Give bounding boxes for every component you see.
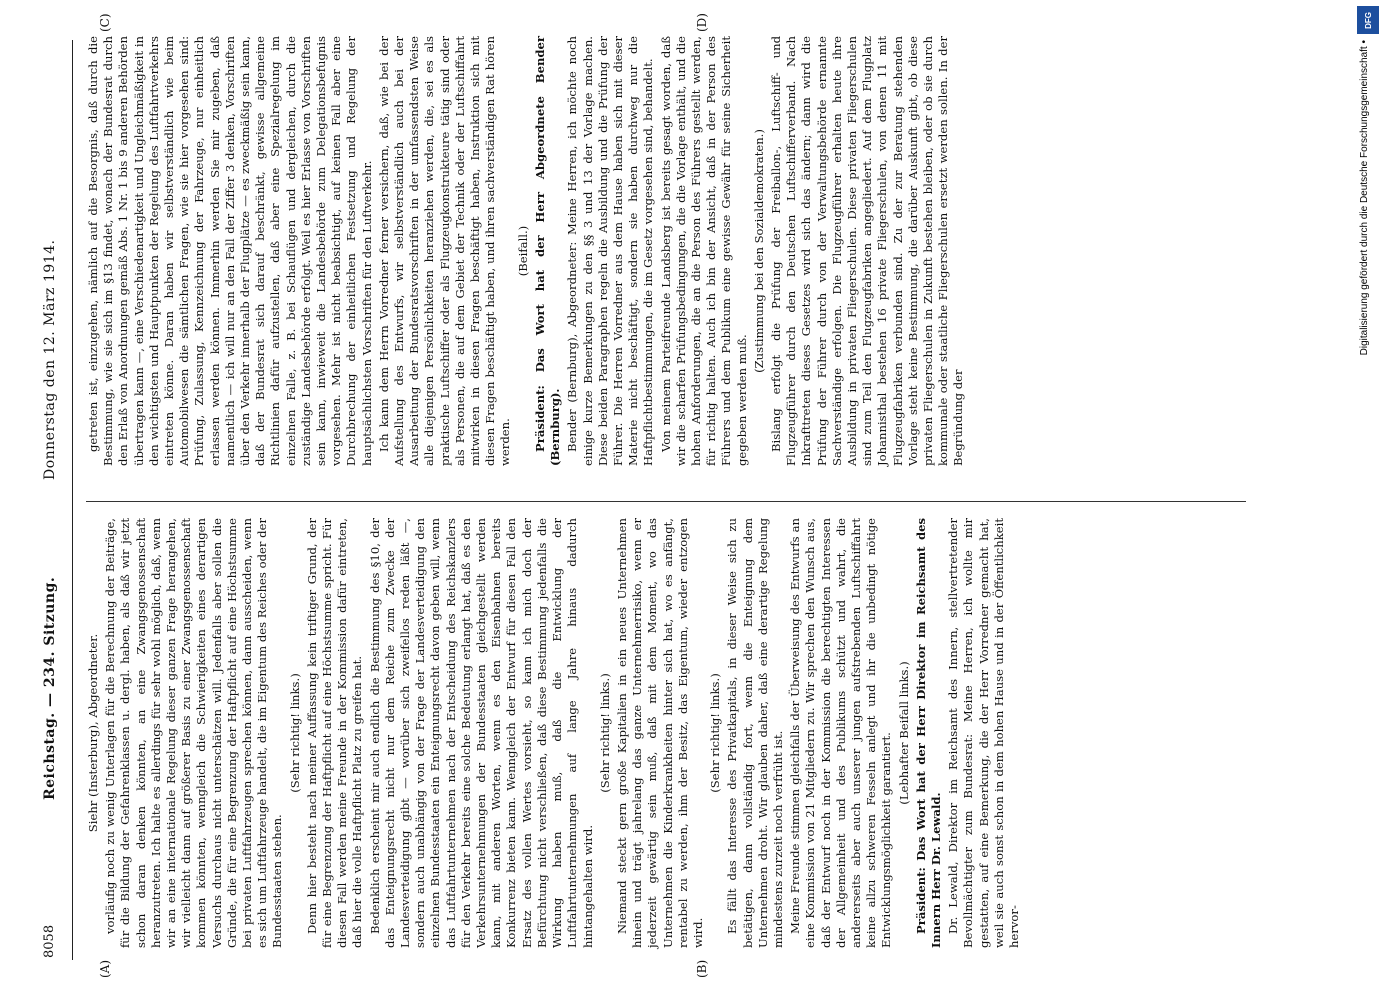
paragraph: getreten ist, einzugehen, nämlich auf die Besorgnis, daß durch die Bestimmung, wie sie sich im §13 findet, wonach der Bundesrat durch den Erlaß von Anordnungen gemäß Abs. 1 Nr. 1 bis 9 anderen Behörden übertragen kann —, eine Verschiedenartigkeit und Ungleichmäßigkeit in den wichtigsten und Hauptpunkten der Regelung des Luftfahrtverkehrs eintreten könne. Daran haben wir selbstverständlich wie beim Automobilwesen die sämtlichen Fragen, wie sie hier vorgesehen sind: Prüfung, Zulassung, Kennzeichnung der Fahrzeuge, nur einheitlich erlassen werden können. Immerhin werden Sie mir zugeben, daß namentlich — ich will nur an den Fall der Ziffer 3 denken, Vorschriften über den Verkehr innerhalb der Flugplätze — es zweckmäßig sein kann, daß der Bundesrat sich darauf beschränkt, gewisse allgemeine Richtlinien dafür aufzustellen, daß aber eine Spezialregelung im einzelnen Falle, z. B. bei Schauflügen und dergleichen, durch die zuständige Landesbehörde erfolgt. Weil es hier Erlasse von Vorschriften sein kann, inwieweit die Landesbehörde zum Delegationsbefugnis vorgesehen. Mehr ist nicht beabsichtigt, auf keinen Fall aber eine Durchbrechung der einheitlichen Festsetzung und Regelung der hauptsächlichsten Vorschriften für den Luftverkehr. [86,36,374,466]
paragraph: vorläufig noch zu wenig Unterlagen für die Berechnung der Beiträge, für die Bildung der Gefahrenklassen u. dergl. haben, als daß wir jetzt schon daran denken könnten, an eine Zwangsgenossenschaft heranzutreten. Ich halte es allerdings für sehr wohl möglich, daß, wenn wir an eine internationale Regelung dieser ganzen Frage herangehen, wir vielleicht dann auf größerer Basis zu einer Zwangsgenossenschaft kommen könnten, wenngleich die Schwierigkeiten eines derartigen Versuchs durchaus nicht unterschätzen will. Jedenfalls aber sollen die Gründe, die für eine Begrenzung der Haftpflicht auf eine Höchstsumme bei privaten Luftfahrzeugen sprechen können, dann ausscheiden, wenn es sich um Luftfahrzeuge handelt, die im Eigentum des Reiches oder der Bundesstaaten stehen. [103,518,285,948]
reaction: (Sehr richtig! links.) [287,673,302,793]
paragraph: Bislang erfolgt die Prüfung der Freiballon-, Luftschiff- und Flugzeugführer durch den Deutschen Luftschifferverband. Nach Inkrafttreten dieses Gesetzes wird sich das ändern; dann wird die Prüfung der Führer durch von der Verwaltungsbehörde ernannte Sachverständige erfolgen. Die Flugzeugführer erhalten heute ihre Ausbildung in privaten Fliegerschulen. Diese privaten Fliegerschulen sind zum Teil den Flugzeugfabriken angegliedert. Auf dem Flugplatz Johannisthal bestehen 16 private Fliegerschulen, von denen 11 mit Flugzeugfabriken verbunden sind. Zu der zur Beratung stehenden Vorlage steht keine Bestimmung, die darüber Auskunft gibt, ob diese privaten Fliegerschulen in Zukunft bestehen bleiben, oder ob sie durch kommunale oder staatliche Fliegerschulen ersetzt werden sollen. In der Begründung der [768,36,966,466]
margin-marker-a: (A) [98,959,112,978]
paragraph: Von meinem Parteifreunde Landsberg ist bereits gesagt worden, daß wir die scharfen Prüfungsbedingungen, die die Vorlage enthält, und die hohen Anforderungen, die an die Person des Führers gestellt werden, für richtig halten. Auch ich bin der Ansicht, daß in der Person des Führers und dem Publikum eine gewisse Gewähr für seine Sicherheit gegeben werden muß. [658,36,749,466]
margin-marker-d: (D) [695,13,709,32]
paragraph: Bedenklich erscheint mir auch endlich die Bestimmung des §10, der das Enteignungsrecht nicht nur dem Reiche zum Zwecke der Landesverteidigung gibt — worüber sich zweifellos reden läßt —, sondern auch unabhängig von der Frage der Landesverteidigung den einzelnen Bundesstaaten ein Enteignungsrecht davon geben will, wenn das Luftfahrtunternehmen nach der Entscheidung des Reichskanzlers für den Verkehr bereits eine solche Bedeutung erlangt hat, daß es den Verkehrsunternehmungen der Bundesstaaten gleichgestellt werden kann, mit anderen Worten, wenn es den Eisenbahnen bereits Konkurrenz bieten kann. Wenngleich der Entwurf für diesen Fall den Ersatz des vollen Wertes vorsieht, so kann ich mich doch der Befürchtung nicht verschließen, daß diese Bestimmung jedenfalls die Wirkung haben muß, daß die Entwicklung der Luftfahrtunternehmungen auf lange Jahre hinaus dadurch hintangehalten wird. [367,518,595,948]
reaction: (Lebhafter Beifall links.) [896,661,911,805]
paragraph: Niemand steckt gern große Kapitalien in ein neues Unternehmen hinein und trägt jahrelang das ganze Unternehmerrisiko, wenn er jederzeit gewärtig sein muß, daß mit dem Moment, wo das Unternehmen die Kinderkrankheiten hinter sich hat, wo es anfängt, rentabel zu werden, ihm der Besitz, das Eigentum, wieder entzogen wird. [614,518,705,948]
paragraph: Bender (Bernburg), Abgeordneter: Meine Herren, ich möchte noch einige kurze Bemerkungen zu den §§ 3 und 13 der Vorlage machen. Diese beiden Paragraphen regeln die Ausbildung und die Prüfung der Führer. Die Herren Vorredner aus dem Hause haben sich mit dieser Materie nicht beschäftigt, sondern sie haben durchweg nur die Haftpflichtbestimmungen, die im Gesetz vorgesehen sind, behandelt. [565,36,656,466]
text-column-left [86,518,1024,948]
paragraph: Meine Freunde stimmen gleichfalls der Überweisung des Entwurfs an eine Kommission von 21 Mitgliedern zu. Wir sprechen den Wunsch aus, daß der Entwurf noch in der Kommission die berechtigten Interessen der Allgemeinheit und des Publikums schützt und wahrt, die andererseits aber auch unserer jungen aufstrebenden Luftschiffahrt keine allzu schweren Fesseln anlegt und ihr die unbedingt nötige Entwicklungsmöglichkeit garantiert. [788,518,894,948]
speaker-line: Siehr (Insterburg), Abgeordneter. [86,633,100,833]
digitization-credit [1353,0,1383,1000]
paragraph: Denn hier besteht nach meiner Auffassung kein triftiger Grund, der für eine Begrenzung der Haftpflicht auf eine Höchstsumme spricht. Für diesen Fall werden meine Freunde in der Kommission dafür eintreten, daß hier die volle Haftpflicht Platz zu greifen hat. [304,518,365,948]
reaction: (Sehr richtig! links.) [708,673,723,793]
header-rule [72,40,73,960]
credit-text: Digitalisierung gefördert durch die Deutsche Forschungsgemeinschaft • [1359,40,1370,356]
president-line: Präsident: Das Wort hat der Herr Direktor im Reichsamt des Innern Herr Dr. Lewald. [913,518,943,948]
paragraph: Es fällt das Interesse des Privatkapitals, in dieser Weise sich zu betätigen, dann vollständig fort, wenn die Enteignung dem Unternehmen droht. Wir glauben daher, daß eine derartige Regelung mindestens zurzeit noch verfrüht ist. [725,518,785,948]
paragraph: Ich kann dem Herrn Vorredner ferner versichern, daß, wie bei der Aufstellung des Entwurfs, wir selbstverständlich auch bei der Ausarbeitung der Bundesratsvorschriften in der umfassendsten Weise alle diejenigen Persönlichkeiten heranziehen werden, die, sei es als praktische Luftschiffer oder als Flugzeugkonstrukteure tätig sind oder als Personen, die auf dem Gebiet der Technik oder der Luftschiffahrt mitwirken in diesen Fragen beschäftigt haben, Instruktion sich mit diesen Fragen beschäftigt haben, und ihren sachverständigen Rat hören werden. [376,36,513,466]
column-divider [86,501,1246,502]
text-column-right [86,36,969,466]
reaction: (Zustimmung bei den Sozialdemokraten.) [751,129,766,373]
dfg-logo [1357,6,1379,34]
session-title: Reichstag. — 234. Sitzung. [42,576,58,800]
session-date: Donnerstag den 12. März 1914. [42,239,58,480]
president-line: Präsident: Das Wort hat der Herr Abgeordnete Bender (Bernburg). [532,36,563,466]
margin-marker-b: (B) [695,959,709,978]
page-header [0,0,80,1000]
margin-marker-c: (C) [98,13,112,32]
reaction: (Beifall.) [515,225,530,277]
dfg-logo-text: DFG [1363,11,1373,29]
reaction: (Sehr richtig! links.) [597,673,612,793]
paragraph: Dr. Lewald, Direktor im Reichsamt des Innern, stellvertretender Bevollmächtigter zum Bundesrat: Meine Herren, ich wollte mir gestatten, auf eine Bemerkung, die der Herr Vorredner gemacht hat, weil sie auch sonst schon in dem hohen Hause und in der Öffentlichkeit hervor- [946,518,1021,948]
page-number: 8058 [42,924,57,958]
